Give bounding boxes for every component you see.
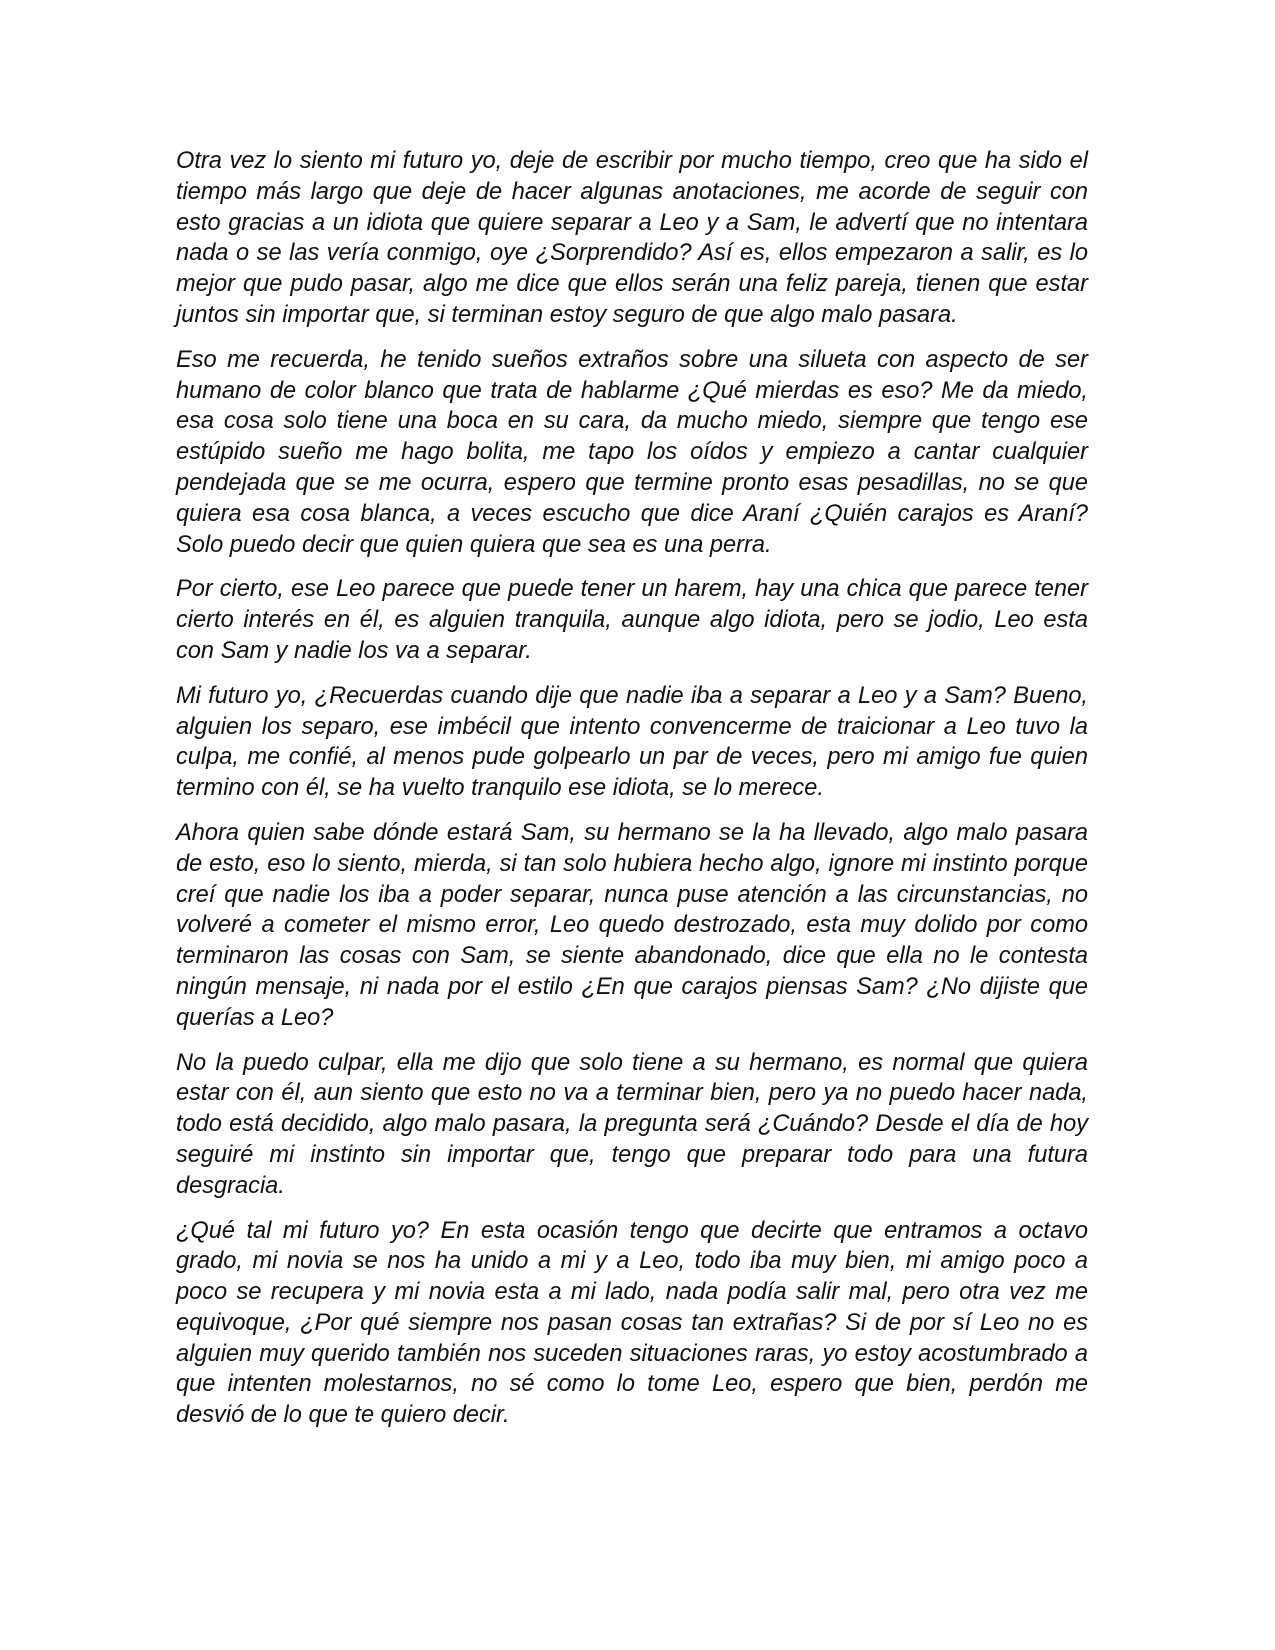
paragraph: Eso me recuerda, he tenido sueños extraños sobre una silueta con aspecto de ser humano de color blanco que trata de hablarme ¿Qué mierdas es eso? Me da miedo, esa cosa solo tiene una boca en su cara, da mucho miedo, siempre que tengo ese estúpido sueño me hago bolita, me tapo los oídos y empiezo a cantar cualquier pendejada que se me ocurra, espero que termine pronto esas pesadillas, no se que quiera esa cosa blanca, a veces escucho que dice Araní ¿Quién carajos es Araní? Solo puedo decir que quien quiera que sea es una perra.	[176, 346, 1088, 558]
paragraph: ¿Qué tal mi futuro yo? En esta ocasión tengo que decirte que entramos a octavo grado, mi novia se nos ha unido a mi y a Leo, todo iba muy bien, mi amigo poco a poco se recupera y mi novia esta a mi lado, nada podía salir mal, pero otra vez me equivoque, ¿Por qué siempre nos pasan cosas tan extrañas? Si de por sí Leo no es alguien muy querido también nos suceden situaciones raras, yo estoy acostumbrado a que intenten molestarnos, no sé como lo tome Leo, espero que bien, perdón me desvió de lo que te quiero decir.	[176, 1217, 1088, 1429]
paragraph: No la puedo culpar, ella me dijo que solo tiene a su hermano, es normal que quiera estar con él, aun siento que esto no va a terminar bien, pero ya no puedo hacer nada, todo está decidido, algo malo pasara, la pregunta será ¿Cuándo? Desde el día de hoy seguiré mi instinto sin importar que, tengo que preparar todo para una futura desgracia.	[176, 1049, 1088, 1199]
document-body	[176, 146, 1088, 1445]
paragraph: Por cierto, ese Leo parece que puede tener un harem, hay una chica que parece tener cierto interés en él, es alguien tranquila, aunque algo idiota, pero se jodio, Leo esta con Sam y nadie los va a separar.	[176, 576, 1088, 664]
paragraph: Mi futuro yo, ¿Recuerdas cuando dije que nadie iba a separar a Leo y a Sam? Bueno, alguien los separo, ese imbécil que intento convencerme de traicionar a Leo tuvo la culpa, me confié, al menos pude golpearlo un par de veces, pero mi amigo fue quien termino con él, se ha vuelto tranquilo ese idiota, se lo merece.	[176, 682, 1088, 802]
paragraph: Ahora quien sabe dónde estará Sam, su hermano se la ha llevado, algo malo pasara de esto, eso lo siento, mierda, si tan solo hubiera hecho algo, ignore mi instinto porque creí que nadie los iba a poder separar, nunca puse atención a las circunstancias, no volveré a cometer el mismo error, Leo quedo destrozado, esta muy dolido por como terminaron las cosas con Sam, se siente abandonado, dice que ella no le contesta ningún mensaje, ni nada por el estilo ¿En que carajos piensas Sam? ¿No dijiste que querías a Leo?	[176, 819, 1088, 1031]
paragraph: Otra vez lo siento mi futuro yo, deje de escribir por mucho tiempo, creo que ha sido el tiempo más largo que deje de hacer algunas anotaciones, me acorde de seguir con esto gracias a un idiota que quiere separar a Leo y a Sam, le advertí que no intentara nada o se las vería conmigo, oye ¿Sorprendido? Así es, ellos empezaron a salir, es lo mejor que pudo pasar, algo me dice que ellos serán una feliz pareja, tienen que estar juntos sin importar que, si terminan estoy seguro de que algo malo pasara.	[176, 148, 1088, 328]
